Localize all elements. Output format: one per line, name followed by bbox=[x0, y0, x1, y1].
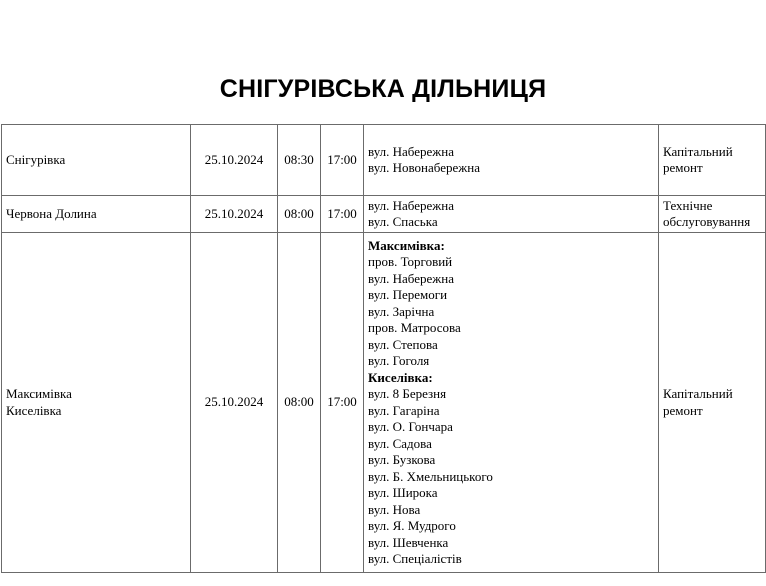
streets-cell bbox=[364, 125, 659, 196]
end-time-cell: 17:00 bbox=[321, 233, 364, 573]
table-row bbox=[2, 233, 766, 573]
streets-cell bbox=[364, 233, 659, 573]
street-name: вул. Набережна bbox=[368, 270, 454, 286]
date-cell: 25.10.2024 bbox=[191, 196, 278, 233]
street-name: вул. Гоголя bbox=[368, 353, 430, 368]
table-row bbox=[2, 196, 766, 233]
work-type-text: Технічне bbox=[663, 197, 713, 213]
street-name: вул. Бузкова bbox=[368, 452, 436, 467]
street-name: вул. Зарічна bbox=[368, 303, 435, 319]
settlement-heading: Максимівка: bbox=[368, 237, 445, 253]
street-name: вул. Гагаріна bbox=[368, 402, 440, 418]
table-body bbox=[2, 125, 766, 573]
settlement-name: Максимівка bbox=[6, 386, 72, 401]
work-type-cell bbox=[659, 196, 766, 233]
street-name: пров. Торговий bbox=[368, 254, 453, 269]
start-time-cell: 08:00 bbox=[278, 233, 321, 573]
street-name: вул. Широка bbox=[368, 485, 438, 500]
work-type-text: Капітальний bbox=[663, 143, 733, 159]
work-type-cell bbox=[659, 125, 766, 196]
settlement-cell bbox=[2, 196, 191, 233]
date-cell: 25.10.2024 bbox=[191, 233, 278, 573]
street-name: вул. Спаська bbox=[368, 214, 438, 229]
street-name: вул. Спеціалістів bbox=[368, 551, 462, 566]
end-time-cell: 17:00 bbox=[321, 196, 364, 233]
street-name: вул. О. Гончара bbox=[368, 419, 453, 434]
street-name: вул. Набережна bbox=[368, 197, 454, 213]
work-type-text: обслуговування bbox=[663, 214, 751, 229]
work-type-text: ремонт bbox=[663, 402, 703, 418]
table-row bbox=[2, 125, 766, 196]
work-type-cell bbox=[659, 233, 766, 573]
street-name: вул. Перемоги bbox=[368, 287, 448, 302]
work-type-text: Капітальний bbox=[663, 386, 733, 401]
page-title: СНІГУРІВСЬКА ДІЛЬНИЦЯ bbox=[219, 75, 547, 103]
streets-cell bbox=[364, 196, 659, 233]
start-time-cell: 08:00 bbox=[278, 196, 321, 233]
street-name: вул. 8 Березня bbox=[368, 386, 447, 401]
street-name: вул. Степова bbox=[368, 336, 438, 352]
street-name: вул. Нова bbox=[368, 501, 421, 517]
settlement-cell bbox=[2, 125, 191, 196]
work-type-text: ремонт bbox=[663, 160, 703, 175]
settlement-name: Киселівка bbox=[6, 402, 62, 418]
street-name: вул. Набережна bbox=[368, 143, 454, 159]
start-time-cell: 08:30 bbox=[278, 125, 321, 196]
street-name: вул. Новонабережна bbox=[368, 160, 480, 175]
street-name: вул. Б. Хмельницького bbox=[368, 468, 493, 484]
street-name: вул. Шевченка bbox=[368, 534, 449, 550]
settlement-name: Червона Долина bbox=[6, 205, 97, 221]
street-name: пров. Матросова bbox=[368, 320, 461, 335]
settlement-name: Снігурівка bbox=[6, 151, 66, 167]
street-name: вул. Я. Мудрого bbox=[368, 518, 456, 533]
street-name: вул. Садова bbox=[368, 435, 432, 451]
outage-schedule-table bbox=[1, 124, 766, 573]
settlement-heading: Киселівка: bbox=[368, 369, 433, 385]
date-cell: 25.10.2024 bbox=[191, 125, 278, 196]
settlement-cell bbox=[2, 233, 191, 573]
end-time-cell: 17:00 bbox=[321, 125, 364, 196]
